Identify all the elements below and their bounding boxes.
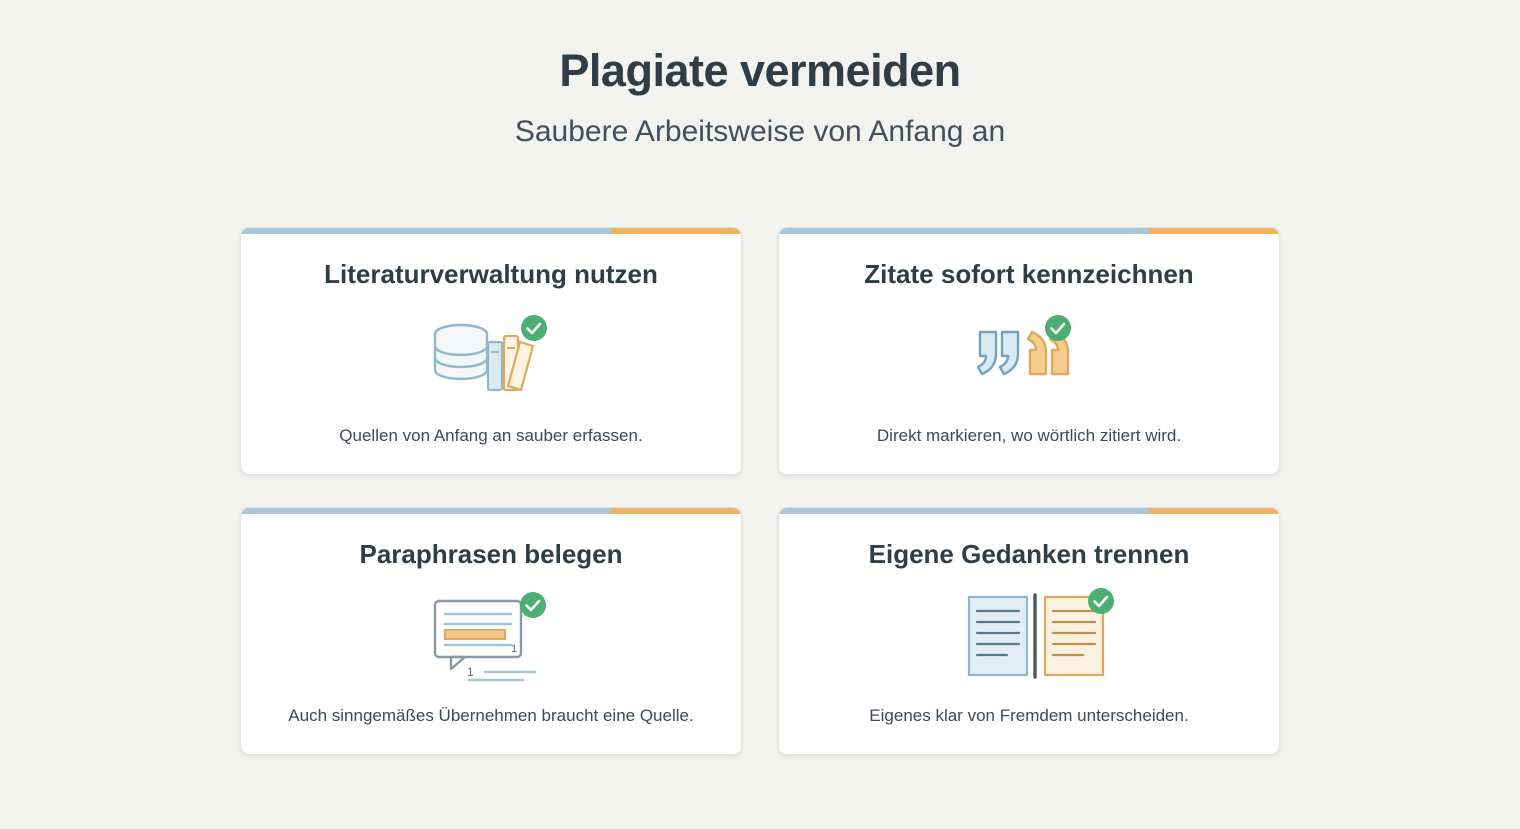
card-title: Paraphrasen belegen xyxy=(359,539,623,569)
card-title: Literaturverwaltung nutzen xyxy=(324,259,658,289)
two-documents-split-icon xyxy=(779,570,1279,705)
card-accent-stripes xyxy=(779,508,1279,514)
quotation-marks-icon xyxy=(779,290,1279,425)
check-badge-icon xyxy=(1088,588,1114,614)
card-literaturverwaltung[interactable] xyxy=(240,227,742,475)
database-books-icon xyxy=(241,290,741,425)
page-title: Plagiate vermeiden xyxy=(559,45,961,96)
card-caption: Quellen von Anfang an sauber erfassen. xyxy=(339,425,643,445)
stripe-blue xyxy=(241,228,611,234)
document-highlight-footnote-icon xyxy=(241,570,741,705)
card-zitate[interactable] xyxy=(778,227,1280,475)
stripe-blue xyxy=(779,228,1149,234)
stripe-orange xyxy=(611,508,741,514)
stripe-orange xyxy=(611,228,741,234)
check-badge-icon xyxy=(521,315,547,341)
page-subtitle: Saubere Arbeitsweise von Anfang an xyxy=(514,115,1006,148)
card-caption: Direkt markieren, wo wörtlich zitiert wird. xyxy=(876,425,1182,445)
card-grid xyxy=(240,227,1280,755)
card-accent-stripes xyxy=(241,228,741,234)
svg-text:1: 1 xyxy=(511,642,518,655)
svg-text:1: 1 xyxy=(467,664,474,679)
card-eigene-gedanken[interactable] xyxy=(778,507,1280,755)
check-badge-icon xyxy=(1045,315,1071,341)
card-paraphrasen[interactable] xyxy=(240,507,742,755)
stripe-orange xyxy=(1149,228,1279,234)
card-caption: Auch sinngemäßes Übernehmen braucht eine Quelle. xyxy=(288,705,694,725)
card-caption: Eigenes klar von Fremdem unterscheiden. xyxy=(869,705,1189,725)
card-title: Eigene Gedanken trennen xyxy=(868,539,1190,569)
card-title: Zitate sofort kennzeichnen xyxy=(864,259,1194,289)
card-accent-stripes xyxy=(779,228,1279,234)
card-accent-stripes xyxy=(241,508,741,514)
stripe-orange xyxy=(1149,508,1279,514)
stripe-blue xyxy=(241,508,611,514)
check-badge-icon xyxy=(520,592,546,618)
stripe-blue xyxy=(779,508,1149,514)
